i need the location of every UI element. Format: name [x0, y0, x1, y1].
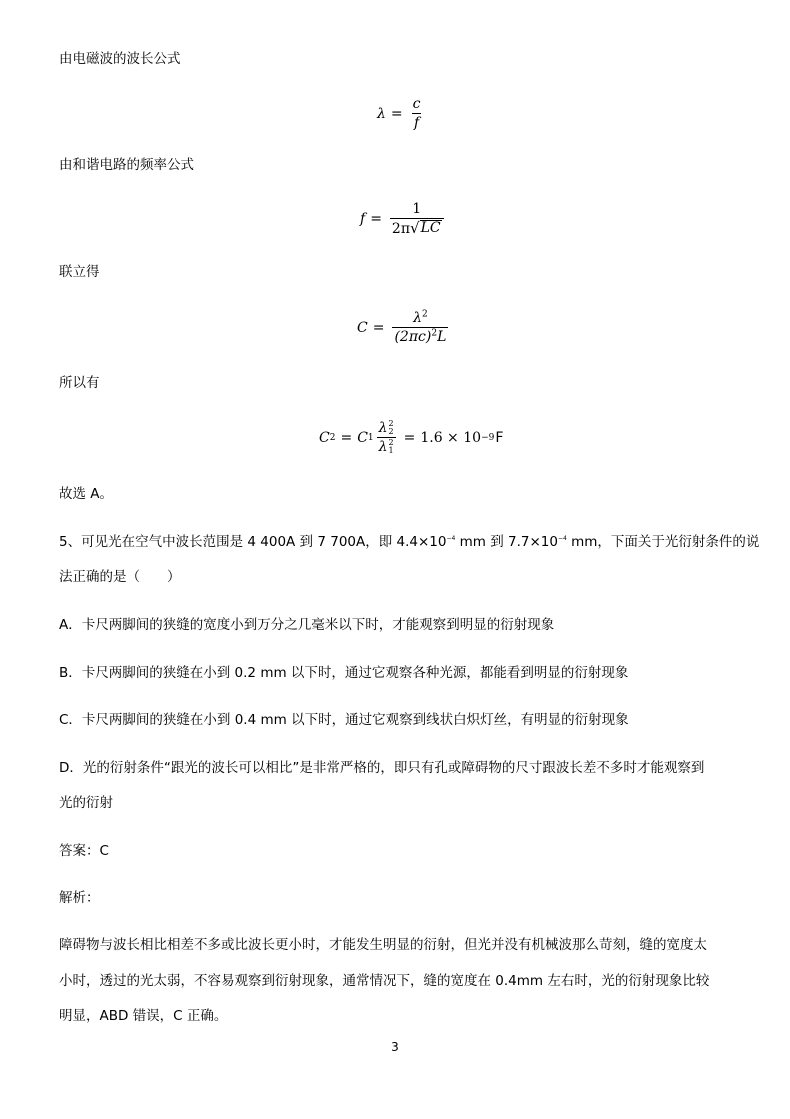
numerator-exponent: 2 — [421, 309, 428, 320]
analysis-line-2: 小时，透过的光太弱，不容易观察到衍射现象，通常情况下，缝的宽度在 0.4mm 左右时，光的衍射现象比较 — [59, 973, 710, 989]
question-line-1 — [59, 532, 759, 552]
text-line: 故选 A。 — [59, 486, 114, 502]
square-root — [410, 220, 442, 236]
formula-wavelength — [377, 96, 425, 131]
page-number: 3 — [391, 1040, 399, 1054]
formula-capacitance — [357, 310, 451, 345]
formula-lhs: C — [357, 319, 368, 336]
formula-equals: = — [390, 105, 403, 122]
formula-value: 1.6 × 10 — [420, 429, 482, 446]
question-text: mm，下面关于光衍射条件的说 — [566, 534, 760, 550]
denominator-exponent: 2 — [431, 328, 438, 339]
fraction-denominator: f — [413, 115, 420, 131]
formula-lhs: C — [319, 429, 330, 446]
option-d-line-2: 光的衍射 — [59, 795, 113, 811]
formula-frequency — [360, 201, 447, 237]
numerator-indices — [389, 420, 394, 436]
analysis-line-3: 明显，ABD 错误，C 正确。 — [59, 1008, 228, 1024]
fraction-denominator — [392, 327, 448, 345]
option-a: A．卡尺两脚间的狭缝的宽度小到万分之几毫米以下时，才能观察到明显的衍射现象 — [59, 617, 555, 633]
text-line: 联立得 — [59, 264, 100, 280]
formula-equals-2: = — [403, 429, 416, 446]
formula-equals: = — [370, 211, 382, 227]
fraction-denominator — [377, 437, 396, 455]
exponent: −4 — [446, 535, 456, 542]
numerator-sub: 2 — [388, 427, 394, 436]
formula-fraction — [392, 310, 448, 345]
exponent: −4 — [557, 535, 567, 542]
formula-fraction — [377, 420, 396, 455]
answer-label: 答案：C — [59, 843, 109, 859]
numerator-base: λ — [413, 310, 422, 326]
formula-unit: F — [495, 429, 504, 446]
radicand: LC — [420, 220, 441, 236]
denominator-base: λ — [378, 439, 388, 455]
fraction-numerator: c — [412, 96, 421, 112]
radical-sign: √ — [410, 219, 420, 237]
numerator-sup: 2 — [388, 419, 394, 428]
text-line: 所以有 — [59, 375, 100, 391]
fraction-numerator — [411, 310, 430, 327]
option-b: B．卡尺两脚间的狭缝在小到 0.2 mm 以下时，通过它观察各种光源，都能看到明显的衍射现象 — [59, 665, 629, 681]
fraction-numerator: 1 — [412, 201, 422, 217]
formula-lhs: f — [360, 211, 366, 227]
numerator-base: λ — [378, 420, 388, 436]
question-text: mm 到 7.7×10 — [455, 534, 558, 550]
option-c: C．卡尺两脚间的狭缝在小到 0.4 mm 以下时，通过它观察到线状白炽灯丝，有明显的衍射现象 — [59, 712, 629, 728]
formula-equals: = — [340, 429, 353, 446]
question-line-2: 法正确的是（ ） — [59, 569, 181, 585]
formula-lhs: λ — [377, 105, 386, 122]
denominator-prefix: 2π — [391, 221, 411, 237]
denominator-indices — [389, 439, 394, 455]
formula-c1: C — [357, 429, 368, 446]
formula-fraction — [411, 96, 423, 131]
analysis-label: 解析： — [59, 890, 100, 906]
question-text: 5、可见光在空气中波长范围是 4 400A 到 7 700A，即 4.4×10 — [59, 534, 447, 550]
formula-fraction — [390, 201, 444, 237]
denominator-sub: 1 — [388, 446, 394, 455]
denominator-sup: 2 — [388, 438, 394, 447]
analysis-line-1: 障碍物与波长相比相差不多或比波长更小时，才能发生明显的衍射，但光并没有机械波那么苛刻，缝的宽度太 — [59, 937, 707, 953]
fraction-numerator — [377, 420, 396, 437]
option-d-line-1: D．光的衍射条件“跟光的波长可以相比”是非常严格的，即只有孔或障碍物的尺寸跟波长差不多时才能观察到 — [59, 760, 705, 776]
fraction-denominator — [390, 218, 444, 237]
text-line: 由电磁波的波长公式 — [59, 51, 181, 67]
denominator-paren: (2πc) — [394, 329, 432, 345]
text-line: 由和谐电路的频率公式 — [59, 157, 194, 173]
denominator-tail: L — [437, 329, 447, 345]
formula-equals: = — [372, 319, 385, 336]
formula-result: C 2 = C 1 λ 2 2 λ 2 1 = 1.6 × 10 −9 F — [319, 419, 504, 455]
